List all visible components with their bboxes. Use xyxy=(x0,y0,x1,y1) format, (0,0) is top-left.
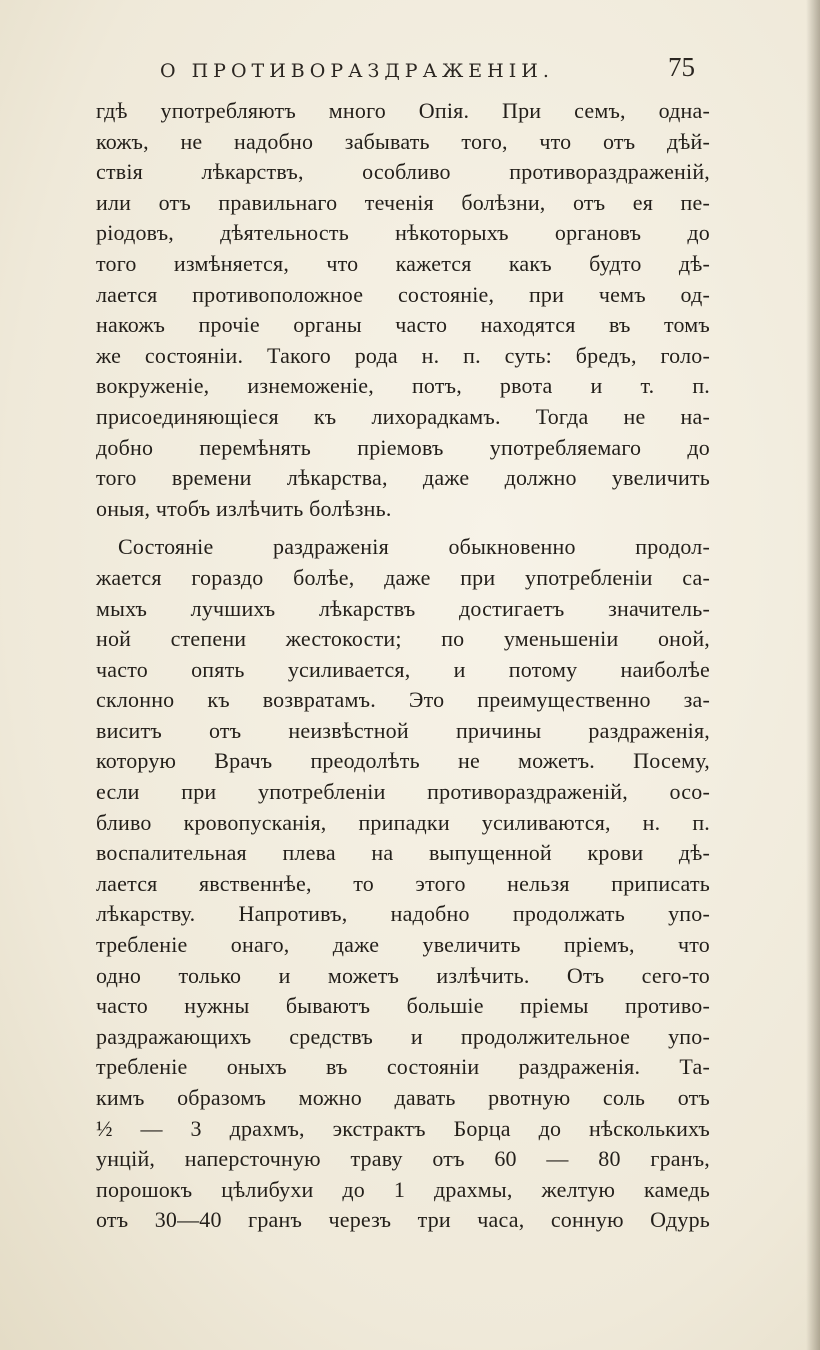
text-line: часто опять усиливается, и потому наиболѣе xyxy=(96,656,710,682)
page-edge-shadow xyxy=(806,0,820,1350)
text-line: склонно къ возвратамъ. Это преимущественно за- xyxy=(96,687,710,713)
text-line: того времени лѣкарства, даже должно увеличить xyxy=(96,465,710,491)
text-line: которую Врачъ преодолѣть не можетъ. Посему, xyxy=(96,748,710,774)
text-line: кожъ, не надобно забывать того, что отъ дѣй- xyxy=(96,128,710,154)
page-number: 75 xyxy=(668,52,695,82)
text-line: ной степени жестокости; по уменьшеніи оной, xyxy=(96,626,710,652)
text-line: ствія лѣкарствъ, особливо противораздраженій, xyxy=(96,159,710,185)
text-line: накожъ прочіе органы часто находятся въ томъ xyxy=(96,312,710,338)
text-line: жается гораздо болѣе, даже при употребленіи са- xyxy=(96,564,710,590)
paragraph-gap xyxy=(96,524,710,532)
text-line: или отъ правильнаго теченія болѣзни, отъ ея пе- xyxy=(96,189,710,215)
text-line: мыхъ лучшихъ лѣкарствъ достигаетъ значитель- xyxy=(96,595,710,621)
text-line: лается противоположное состояніе, при чемъ од- xyxy=(96,281,710,307)
text-line: того измѣняется, что кажется какъ будто дѣ- xyxy=(96,250,710,276)
text-line: порошокъ цѣлибухи до 1 драхмы, желтую камедь xyxy=(96,1176,710,1202)
text-line: бливо кровопусканія, припадки усиливаются, н. п. xyxy=(96,809,710,835)
text-line: ½ — 3 драхмъ, экстрактъ Борца до нѣсколькихъ xyxy=(96,1115,710,1141)
text-line: требленіе онаго, даже увеличить пріемъ, что xyxy=(96,932,710,958)
text-line: одно только и можетъ излѣчить. Отъ сего-то xyxy=(96,962,710,988)
text-line: оныя, чтобъ излѣчить болѣзнь. xyxy=(96,495,392,521)
text-line: вокруженіе, изнеможеніе, потъ, рвота и т. п. xyxy=(96,373,710,399)
running-title: О ПРОТИВОРАЗДРАЖЕНІИ. xyxy=(160,60,554,82)
paragraph-1 xyxy=(96,96,710,524)
text-line: унцій, наперсточную траву отъ 60 — 80 гранъ, xyxy=(96,1146,710,1172)
text-line: добно перемѣнять пріемовъ употребляемаго до xyxy=(96,434,710,460)
text-line: часто нужны бываютъ большіе пріемы противо- xyxy=(96,993,710,1019)
text-line: ріодовъ, дѣятельность нѣкоторыхъ органовъ до xyxy=(96,220,710,246)
text-line: виситъ отъ неизвѣстной причины раздраженія, xyxy=(96,717,710,743)
text-line: требленіе оныхъ въ состояніи раздраженія. Та- xyxy=(96,1054,710,1080)
text-line: воспалительная плева на выпущенной крови дѣ- xyxy=(96,840,710,866)
text-line: же состояніи. Такого рода н. п. суть: бредъ, голо- xyxy=(96,342,710,368)
body-text xyxy=(96,96,710,1236)
text-line: Состояніе раздраженія обыкновенно продол- xyxy=(118,534,710,560)
text-line: если при употребленіи противораздраженій, осо- xyxy=(96,779,710,805)
text-line: лается явственнѣе, то этого нельзя приписать xyxy=(96,870,710,896)
text-line: лѣкарству. Напротивъ, надобно продолжать упо- xyxy=(96,901,710,927)
text-line: гдѣ употребляютъ много Опія. При семъ, однa- xyxy=(96,98,710,123)
text-line: отъ 30—40 гранъ черезъ три часа, сонную Одурь xyxy=(96,1207,710,1233)
text-line: присоединяющіеся къ лихорадкамъ. Тогда не на- xyxy=(96,403,710,429)
text-line: раздражающихъ средствъ и продолжительное упо- xyxy=(96,1023,710,1049)
text-line: кимъ образомъ можно давать рвотную соль отъ xyxy=(96,1085,710,1110)
paragraph-2 xyxy=(96,532,710,1236)
page-header xyxy=(0,52,820,92)
